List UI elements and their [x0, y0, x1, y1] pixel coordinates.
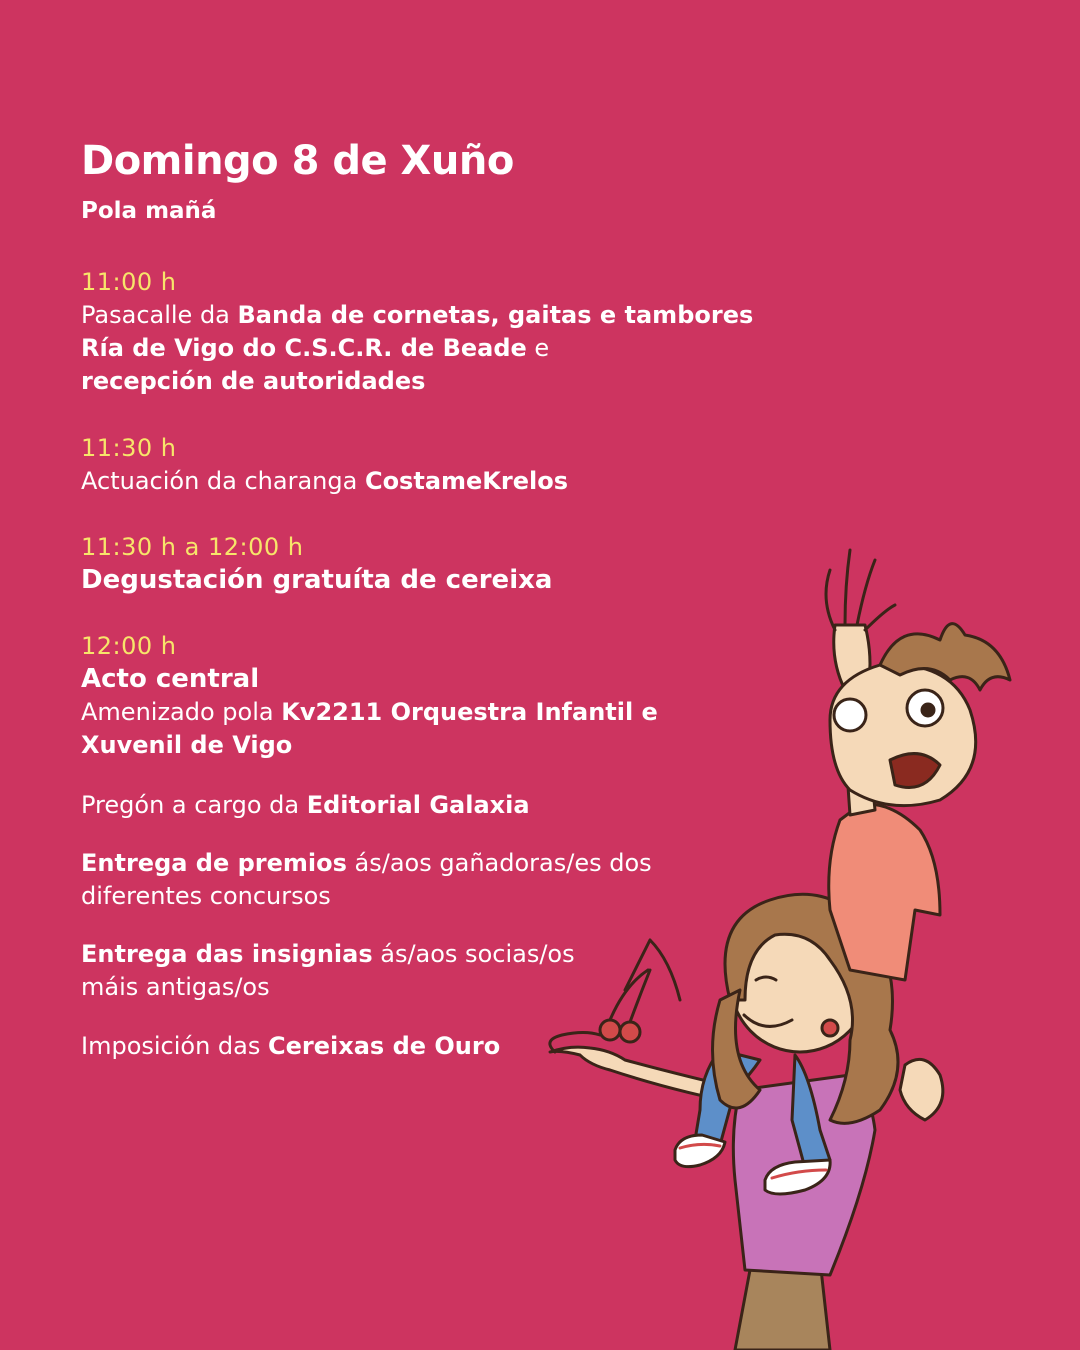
extra-line: Imposición das Cereixas de Ouro — [81, 1032, 501, 1060]
extra-line: Pregón a cargo da Editorial Galaxia — [81, 791, 530, 819]
event-time: 11:00 h — [81, 268, 177, 296]
mother-child-cherries-illustration — [530, 530, 1080, 1350]
event-line: Actuación da charanga CostameKrelos — [81, 467, 569, 495]
event-line: Ría de Vigo do C.S.C.R. de Beade e — [81, 334, 550, 362]
event-line: Pasacalle da Banda de cornetas, gaitas e tambores — [81, 301, 754, 329]
page-title: Domingo 8 de Xuño — [81, 138, 514, 184]
extra-line: diferentes concursos — [81, 882, 331, 910]
extra-line: máis antigas/os — [81, 973, 270, 1001]
page-subtitle: Pola mañá — [81, 198, 217, 224]
event-1130 — [81, 432, 841, 498]
extra-line: Entrega das insignias ás/aos socias/os — [81, 940, 575, 968]
event-line: Degustación gratuíta de cereixa — [81, 565, 553, 595]
event-heading: Acto central — [81, 664, 260, 694]
extra-line: Entrega de premios ás/aos gañadoras/es dos — [81, 849, 652, 877]
event-time: 11:30 h — [81, 434, 177, 462]
event-time: 12:00 h — [81, 632, 177, 660]
event-line: Amenizado pola Kv2211 Orquestra Infantil e — [81, 698, 658, 726]
event-line: recepción de autoridades — [81, 367, 426, 395]
event-line: Xuvenil de Vigo — [81, 731, 293, 759]
event-1100 — [81, 266, 841, 398]
event-time: 11:30 h a 12:00 h — [81, 533, 304, 561]
